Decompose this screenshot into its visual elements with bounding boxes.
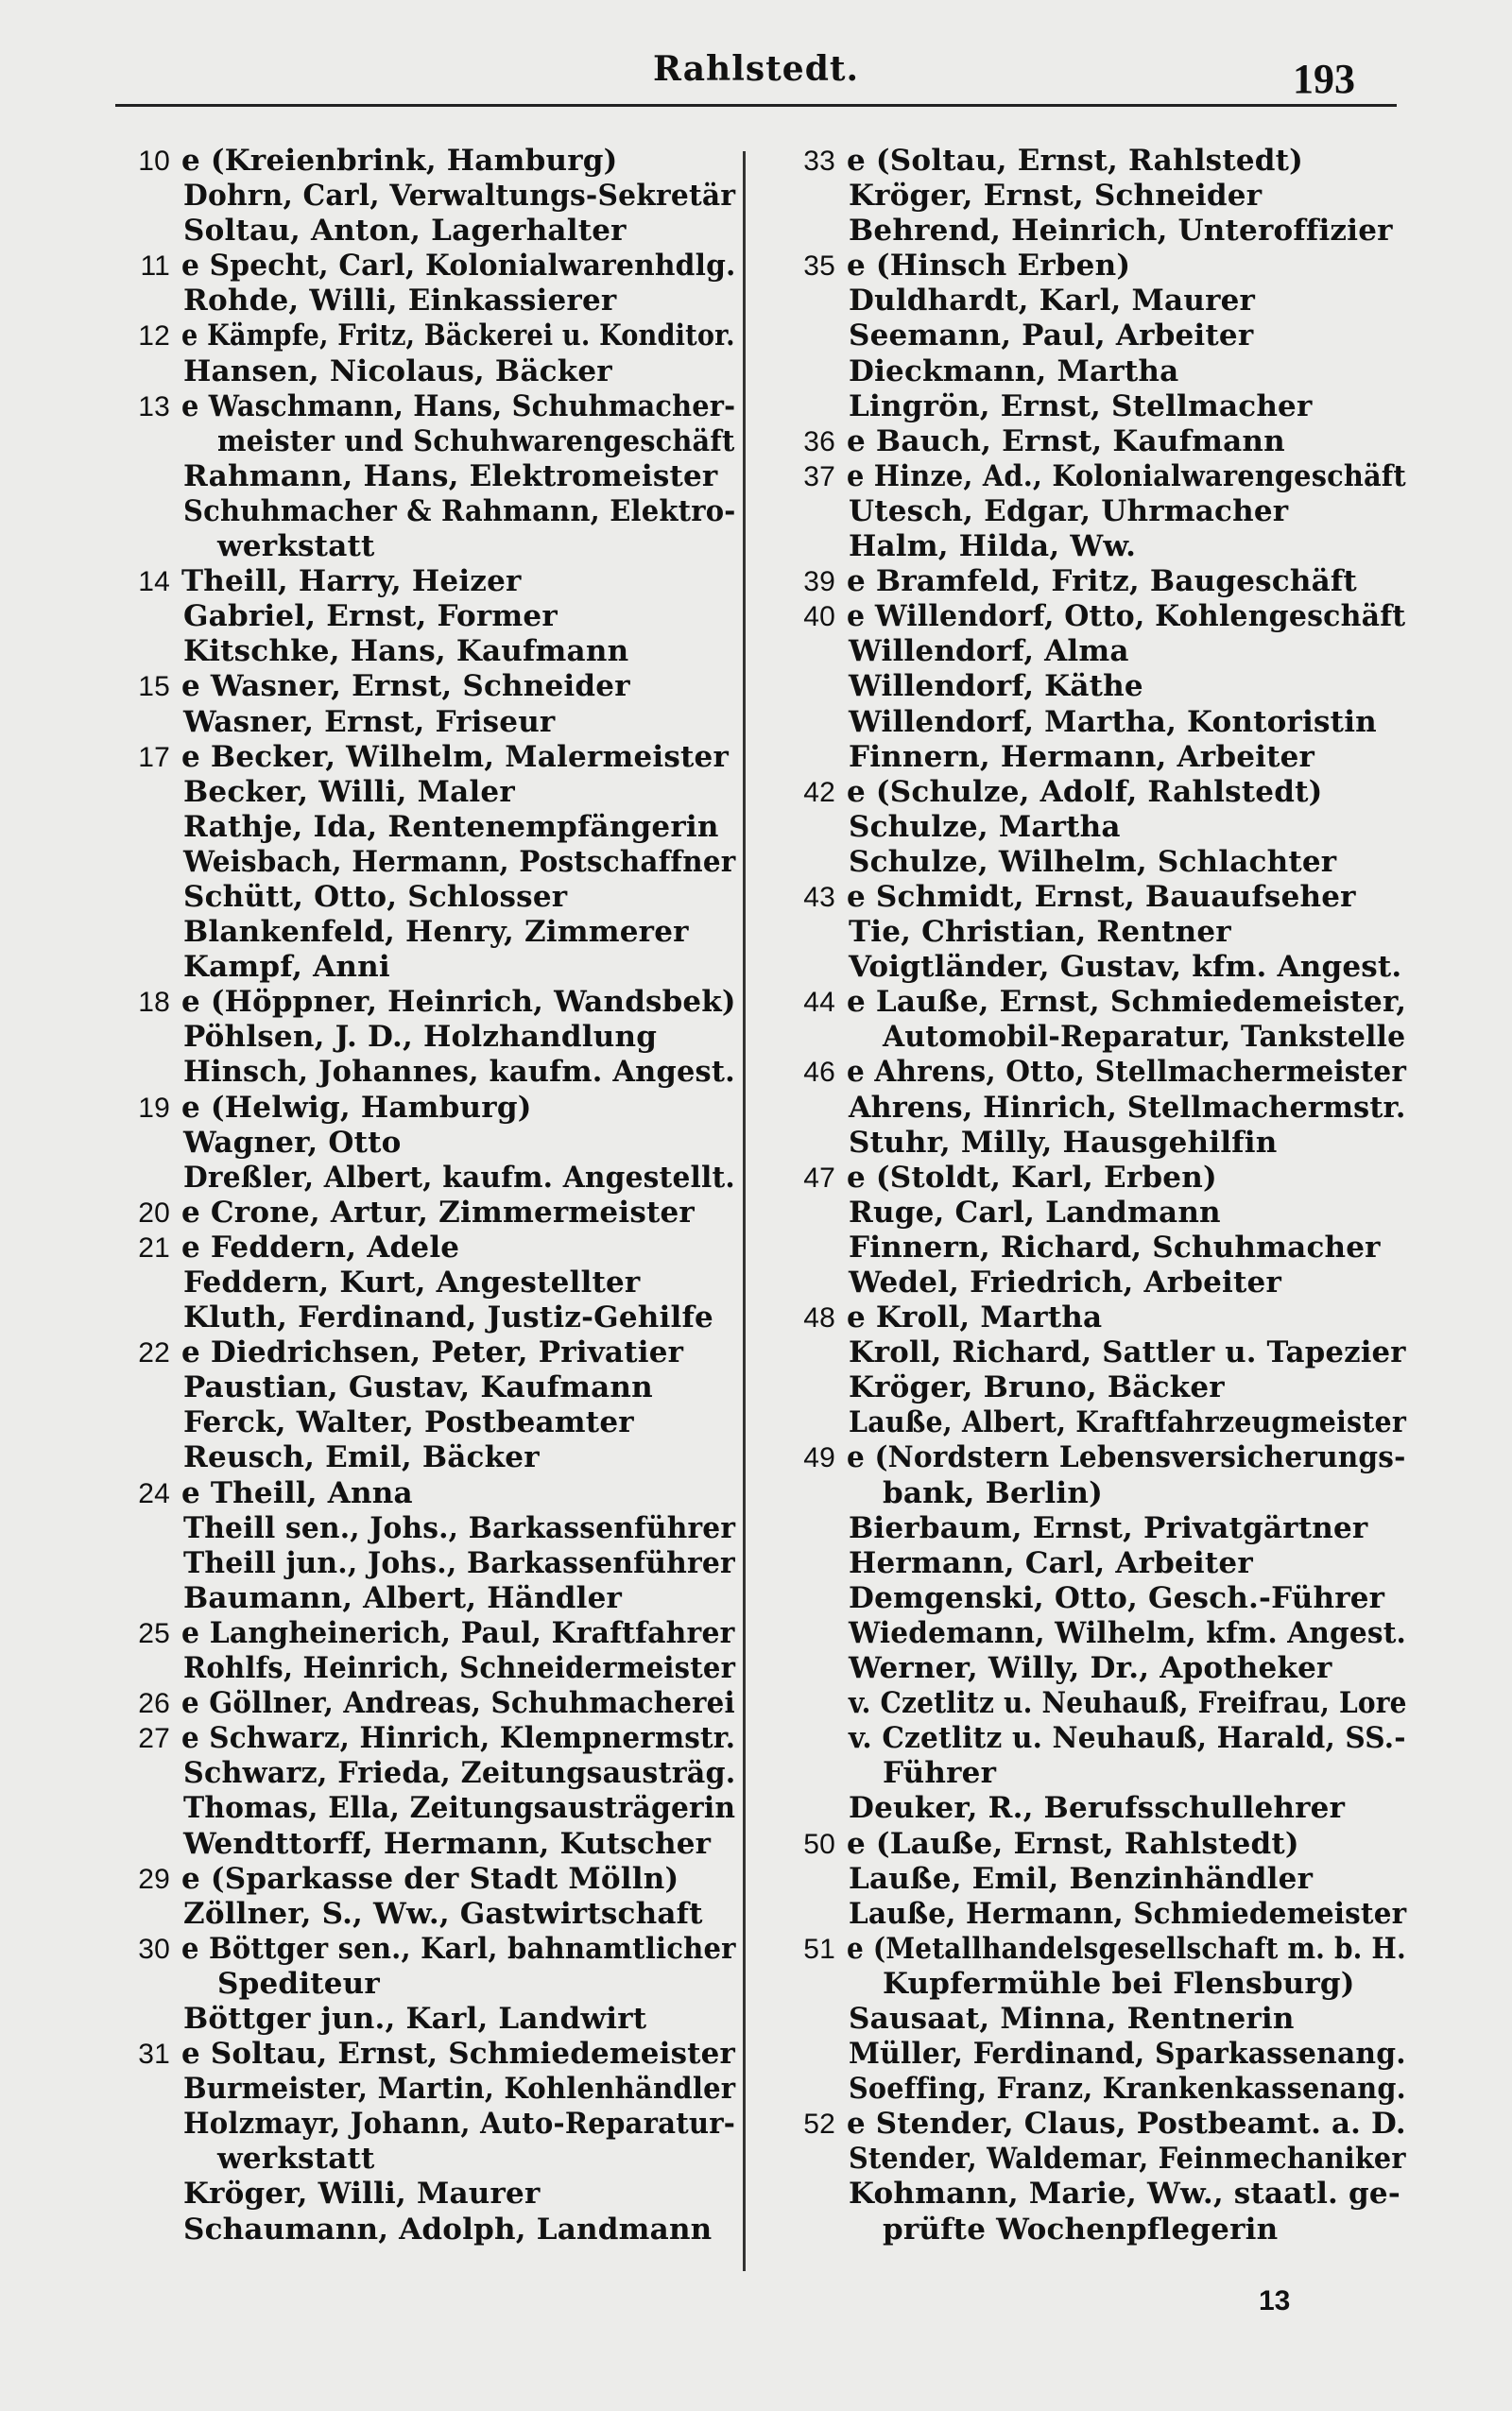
- entry-text: e Böttger sen., Karl, bahnamtlicher: [181, 1931, 736, 1966]
- entry-text: Becker, Willi, Maler: [183, 774, 515, 809]
- entry-text: Schwarz, Frieda, Zeitungsausträg.: [183, 1756, 736, 1791]
- entry-text: e Ahrens, Otto, Stellmachermeister: [847, 1055, 1407, 1090]
- house-number: 37: [803, 460, 835, 492]
- resident-line: [112, 775, 735, 810]
- entry-text: e Wasner, Ernst, Schneider: [181, 669, 630, 704]
- house-number: 19: [138, 1092, 170, 1124]
- resident-line: [777, 2002, 1406, 2037]
- entry-text: Schuhmacher & Rahmann, Elektro-: [183, 493, 736, 528]
- page-title: Rahlstedt.: [652, 49, 860, 89]
- entry-text: Lauße, Hermann, Schmiedemeister: [849, 1896, 1407, 1931]
- house-number: 48: [803, 1302, 835, 1335]
- address-entry: [777, 1440, 1406, 1475]
- address-entry: [112, 1476, 735, 1511]
- house-number: 46: [803, 1057, 835, 1089]
- column-divider: [743, 151, 746, 2271]
- address-entry: [112, 1196, 735, 1231]
- resident-line: [777, 1897, 1406, 1932]
- resident-line: [777, 1511, 1406, 1546]
- address-entry: [777, 1161, 1406, 1196]
- entry-text: Willendorf, Alma: [849, 634, 1129, 669]
- entry-text: Schulze, Martha: [849, 809, 1121, 844]
- resident-line: [777, 1686, 1406, 1721]
- address-entry: [777, 1827, 1406, 1862]
- resident-line: [112, 214, 735, 249]
- address-entry: [777, 564, 1406, 599]
- continuation-line: [112, 529, 735, 564]
- entry-text: Tie, Christian, Rentner: [849, 915, 1231, 950]
- resident-line: [777, 669, 1406, 704]
- resident-line: [112, 1405, 735, 1440]
- resident-line: [777, 1335, 1406, 1370]
- house-number: 27: [138, 1723, 170, 1755]
- entry-text: Dieckmann, Martha: [849, 353, 1179, 388]
- entry-text: Kröger, Bruno, Bäcker: [849, 1370, 1225, 1405]
- house-number: 49: [803, 1442, 835, 1474]
- continuation-line: [777, 1476, 1406, 1511]
- entry-text: Feddern, Kurt, Angestellter: [183, 1266, 641, 1300]
- resident-line: [777, 1370, 1406, 1405]
- entry-text: Weisbach, Hermann, Postschaffner: [183, 844, 736, 879]
- resident-line: [112, 459, 735, 494]
- address-entry: [777, 2107, 1406, 2142]
- entry-text: Lingrön, Ernst, Stellmacher: [849, 388, 1313, 423]
- entry-text: e (Sparkasse der Stadt Mölln): [181, 1861, 679, 1896]
- address-entry: [112, 319, 735, 353]
- entry-text: Lauße, Albert, Kraftfahrzeugmeister: [849, 1405, 1407, 1440]
- resident-line: [777, 740, 1406, 775]
- entry-text: e (Soltau, Ernst, Rahlstedt): [847, 144, 1304, 178]
- resident-line: [112, 1756, 735, 1791]
- entry-text: e (Stoldt, Karl, Erben): [847, 1160, 1217, 1195]
- house-number: 20: [138, 1197, 170, 1229]
- resident-line: [112, 1300, 735, 1335]
- resident-line: [777, 1581, 1406, 1616]
- house-number: 15: [138, 671, 170, 703]
- header-rule: [115, 104, 1397, 107]
- resident-line: [777, 705, 1406, 740]
- entry-text: e Langheinerich, Paul, Kraftfahrer: [181, 1615, 735, 1650]
- resident-line: [112, 179, 735, 214]
- resident-line: [777, 1546, 1406, 1581]
- entry-text: e Diedrichsen, Peter, Privatier: [181, 1335, 684, 1370]
- entry-text: Voigtländer, Gustav, kfm. Angest.: [849, 950, 1402, 985]
- resident-line: [112, 1020, 735, 1055]
- entry-text: Böttger jun., Karl, Landwirt: [183, 2001, 647, 2036]
- address-entry: [112, 1721, 735, 1756]
- resident-line: [777, 284, 1406, 319]
- entry-text: e Waschmann, Hans, Schuhmacher-: [181, 388, 736, 423]
- entry-text: e Schwarz, Hinrich, Klempnermstr.: [181, 1721, 736, 1756]
- continuation-line: [777, 1967, 1406, 2002]
- entry-text: Theill jun., Johs., Barkassenführer: [183, 1545, 735, 1580]
- resident-line: [112, 705, 735, 740]
- entry-text: Kröger, Willi, Maurer: [183, 2177, 541, 2212]
- entry-text: e (Höppner, Heinrich, Wandsbek): [181, 985, 736, 1020]
- entry-text: Willendorf, Martha, Kontoristin: [849, 704, 1377, 739]
- continuation-line: [112, 2142, 735, 2177]
- entry-text: e Kroll, Martha: [847, 1300, 1103, 1335]
- address-entry: [112, 669, 735, 704]
- entry-text: Schaumann, Adolph, Landmann: [183, 2212, 713, 2247]
- entry-text: v. Czetlitz u. Neuhauß, Freifrau, Lore: [849, 1686, 1407, 1721]
- resident-line: [777, 915, 1406, 950]
- entry-text: Burmeister, Martin, Kohlenhändler: [183, 2072, 736, 2107]
- entry-text: Kupfermühle bei Flensburg): [883, 1966, 1355, 2001]
- entry-text: e Willendorf, Otto, Kohlengeschäft: [847, 599, 1406, 634]
- resident-line: [112, 1266, 735, 1300]
- resident-line: [777, 354, 1406, 389]
- entry-text: Wendttorff, Hermann, Kutscher: [183, 1826, 712, 1861]
- entry-text: Spediteur: [217, 1966, 380, 2001]
- address-entry: [112, 1932, 735, 1967]
- entry-text: Thomas, Ella, Zeitungsausträgerin: [183, 1791, 736, 1826]
- entry-text: Hinsch, Johannes, kaufm. Angest.: [183, 1055, 735, 1090]
- resident-line: [777, 810, 1406, 845]
- continuation-line: [112, 1967, 735, 2002]
- resident-line: [777, 1616, 1406, 1651]
- entry-text: e Bauch, Ernst, Kaufmann: [847, 423, 1285, 458]
- resident-line: [777, 845, 1406, 880]
- house-number: 47: [803, 1162, 835, 1194]
- resident-line: [112, 1126, 735, 1161]
- resident-line: [112, 284, 735, 319]
- resident-line: [777, 214, 1406, 249]
- entry-text: Werner, Willy, Dr., Apotheker: [849, 1651, 1332, 1686]
- resident-line: [112, 1791, 735, 1826]
- resident-line: [112, 2002, 735, 2037]
- resident-line: [777, 1651, 1406, 1686]
- address-entry: [777, 144, 1406, 179]
- resident-line: [777, 2177, 1406, 2212]
- resident-line: [112, 2177, 735, 2212]
- entry-text: Rathje, Ida, Rentenempfängerin: [183, 809, 719, 844]
- entry-text: Ferck, Walter, Postbeamter: [183, 1405, 634, 1440]
- entry-text: e Soltau, Ernst, Schmiedemeister: [181, 2037, 736, 2072]
- entry-text: Schütt, Otto, Schlosser: [183, 879, 568, 914]
- house-number: 25: [138, 1617, 170, 1649]
- entry-text: Pöhlsen, J. D., Holzhandlung: [183, 1020, 658, 1055]
- entry-text: e Kämpfe, Fritz, Bäckerei u. Konditor.: [181, 319, 735, 353]
- entry-text: Seemann, Paul, Arbeiter: [849, 319, 1254, 353]
- resident-line: [112, 1440, 735, 1475]
- entry-text: e Becker, Wilhelm, Malermeister: [181, 739, 729, 774]
- entry-text: Sausaat, Minna, Rentnerin: [849, 2001, 1295, 2036]
- entry-text: e Bramfeld, Fritz, Baugeschäft: [847, 564, 1357, 599]
- entry-text: Behrend, Heinrich, Unteroffizier: [849, 214, 1393, 249]
- entry-text: Theill, Harry, Heizer: [181, 564, 522, 599]
- resident-line: [112, 634, 735, 669]
- house-number: 44: [803, 987, 835, 1019]
- address-entry: [112, 1862, 735, 1897]
- entry-text: Wiedemann, Wilhelm, kfm. Angest.: [849, 1615, 1407, 1650]
- entry-text: e Feddern, Adele: [181, 1230, 460, 1265]
- resident-line: [112, 1897, 735, 1932]
- resident-line: [777, 2072, 1406, 2107]
- resident-line: [112, 2072, 735, 2107]
- entry-text: Automobil-Reparatur, Tankstelle: [883, 1020, 1406, 1055]
- entry-text: Deuker, R., Berufsschullehrer: [849, 1791, 1346, 1826]
- entry-text: Baumann, Albert, Händler: [183, 1580, 623, 1615]
- resident-line: [777, 1862, 1406, 1897]
- entry-text: Finnern, Hermann, Arbeiter: [849, 739, 1315, 774]
- resident-line: [112, 1651, 735, 1686]
- resident-line: [112, 915, 735, 950]
- house-number: 22: [138, 1337, 170, 1369]
- address-entry: [777, 1932, 1406, 1967]
- entry-text: Kitschke, Hans, Kaufmann: [183, 634, 629, 669]
- house-number: 39: [803, 566, 835, 598]
- entry-text: e (Nordstern Lebensversicherungs-: [847, 1440, 1406, 1475]
- resident-line: [112, 1161, 735, 1196]
- resident-line: [112, 2213, 735, 2247]
- resident-line: [777, 950, 1406, 985]
- resident-line: [777, 494, 1406, 529]
- entry-text: Rahmann, Hans, Elektromeister: [183, 458, 718, 493]
- resident-line: [777, 319, 1406, 353]
- resident-line: [777, 1196, 1406, 1231]
- house-number: 21: [138, 1231, 170, 1264]
- resident-line: [112, 1370, 735, 1405]
- house-number: 10: [138, 146, 170, 177]
- entry-text: prüfte Wochenpflegerin: [883, 2212, 1279, 2247]
- entry-text: meister und Schuhwarengeschäft: [217, 423, 735, 458]
- house-number: 52: [803, 2109, 835, 2141]
- address-entry: [112, 2037, 735, 2072]
- continuation-line: [777, 1020, 1406, 1055]
- resident-line: [777, 1721, 1406, 1756]
- entry-text: Demgenski, Otto, Gesch.-Führer: [849, 1580, 1385, 1615]
- entry-text: e Theill, Anna: [181, 1475, 413, 1510]
- address-entry: [112, 740, 735, 775]
- house-number: 50: [803, 1828, 835, 1860]
- resident-line: [112, 1827, 735, 1862]
- entry-text: e Hinze, Ad., Kolonialwarengeschäft: [847, 458, 1406, 493]
- resident-line: [112, 845, 735, 880]
- entry-text: Kluth, Ferdinand, Justiz-Gehilfe: [183, 1300, 713, 1335]
- entry-text: Holzmayr, Johann, Auto-Reparatur-: [183, 2107, 736, 2142]
- house-number: 40: [803, 601, 835, 633]
- address-entry: [777, 249, 1406, 284]
- entry-text: Ruge, Carl, Landmann: [849, 1195, 1221, 1230]
- resident-line: [112, 1546, 735, 1581]
- house-number: 33: [803, 146, 835, 177]
- address-entry: [112, 144, 735, 179]
- entry-text: e (Lauße, Ernst, Rahlstedt): [847, 1826, 1299, 1861]
- entry-text: e Lauße, Ernst, Schmiedemeister,: [847, 985, 1407, 1020]
- entry-text: Müller, Ferdinand, Sparkassenang.: [849, 2037, 1406, 2072]
- resident-line: [112, 1581, 735, 1616]
- entry-text: Stender, Waldemar, Feinmechaniker: [849, 2142, 1406, 2177]
- address-entry: [777, 880, 1406, 915]
- resident-line: [777, 1091, 1406, 1126]
- address-entry: [777, 775, 1406, 810]
- house-number: 24: [138, 1477, 170, 1509]
- address-entry: [112, 564, 735, 599]
- entry-text: Kohmann, Marie, Ww., staatl. ge-: [849, 2177, 1400, 2212]
- entry-text: Utesch, Edgar, Uhrmacher: [849, 493, 1289, 528]
- address-entry: [112, 249, 735, 284]
- left-column: [112, 144, 735, 2247]
- entry-text: e (Schulze, Adolf, Rahlstedt): [847, 774, 1323, 809]
- resident-line: [112, 950, 735, 985]
- entry-text: Wasner, Ernst, Friseur: [183, 704, 556, 739]
- resident-line: [112, 494, 735, 529]
- entry-text: Kroll, Richard, Sattler u. Tapezier: [849, 1335, 1406, 1370]
- entry-text: Wedel, Friedrich, Arbeiter: [849, 1266, 1281, 1300]
- address-entry: [777, 424, 1406, 459]
- entry-text: Zöllner, S., Ww., Gastwirtschaft: [183, 1896, 703, 1931]
- entry-text: Dreßler, Albert, kaufm. Angestellt.: [183, 1160, 735, 1195]
- entry-text: Halm, Hilda, Ww.: [849, 529, 1137, 564]
- address-entry: [777, 1300, 1406, 1335]
- resident-line: [112, 810, 735, 845]
- resident-line: [777, 2037, 1406, 2072]
- entry-text: e (Kreienbrink, Hamburg): [181, 144, 618, 178]
- entry-text: Paustian, Gustav, Kaufmann: [183, 1370, 653, 1405]
- address-entry: [112, 389, 735, 424]
- entry-text: Rohde, Willi, Einkassierer: [183, 284, 617, 319]
- resident-line: [777, 2142, 1406, 2177]
- entry-text: werkstatt: [217, 2142, 375, 2177]
- entry-text: e Specht, Carl, Kolonialwarenhdlg.: [181, 249, 736, 284]
- house-number: 12: [138, 320, 170, 353]
- resident-line: [112, 1055, 735, 1090]
- entry-text: e (Metallhandelsgesellschaft m. b. H.: [847, 1931, 1406, 1966]
- resident-line: [112, 2107, 735, 2142]
- page-number: 193: [1293, 56, 1355, 102]
- entry-text: Bierbaum, Ernst, Privatgärtner: [849, 1510, 1368, 1545]
- entry-text: Finnern, Richard, Schuhmacher: [849, 1230, 1381, 1265]
- address-entry: [112, 1335, 735, 1370]
- address-entry: [112, 985, 735, 1020]
- resident-line: [777, 529, 1406, 564]
- entry-text: e (Hinsch Erben): [847, 249, 1131, 284]
- resident-line: [777, 1266, 1406, 1300]
- entry-text: Dohrn, Carl, Verwaltungs-Sekretär: [183, 179, 736, 214]
- house-number: 30: [138, 1933, 170, 1965]
- house-number: 17: [138, 741, 170, 773]
- house-number: 36: [803, 425, 835, 457]
- entry-text: Stuhr, Milly, Hausgehilfin: [849, 1125, 1278, 1160]
- address-entry: [112, 1091, 735, 1126]
- house-number: 26: [138, 1688, 170, 1720]
- entry-text: bank, Berlin): [883, 1475, 1103, 1510]
- house-number: 31: [138, 2039, 170, 2071]
- entry-text: Reusch, Emil, Bäcker: [183, 1440, 540, 1475]
- right-column: [777, 144, 1406, 2247]
- entry-text: Führer: [883, 1756, 997, 1791]
- resident-line: [777, 1231, 1406, 1266]
- entry-text: Gabriel, Ernst, Former: [183, 599, 558, 634]
- entry-text: Willendorf, Käthe: [849, 669, 1143, 704]
- entry-text: Ahrens, Hinrich, Stellmachermstr.: [849, 1090, 1406, 1125]
- resident-line: [112, 599, 735, 634]
- house-number: 43: [803, 881, 835, 913]
- house-number: 11: [140, 250, 170, 283]
- entry-text: Hermann, Carl, Arbeiter: [849, 1545, 1253, 1580]
- resident-line: [777, 1126, 1406, 1161]
- entry-text: Lauße, Emil, Benzinhändler: [849, 1861, 1314, 1896]
- resident-line: [112, 880, 735, 915]
- address-entry: [112, 1616, 735, 1651]
- entry-text: Duldhardt, Karl, Maurer: [849, 284, 1256, 319]
- resident-line: [777, 389, 1406, 424]
- continuation-line: [777, 1756, 1406, 1791]
- house-number: 42: [803, 776, 835, 808]
- resident-line: [777, 634, 1406, 669]
- address-entry: [777, 459, 1406, 494]
- resident-line: [112, 1511, 735, 1546]
- house-number: 14: [138, 566, 170, 598]
- entry-text: Kröger, Ernst, Schneider: [849, 179, 1263, 214]
- house-number: 35: [803, 250, 835, 283]
- entry-text: v. Czetlitz u. Neuhauß, Harald, SS.-: [849, 1721, 1406, 1756]
- resident-line: [777, 1405, 1406, 1440]
- entry-text: Rohlfs, Heinrich, Schneidermeister: [183, 1651, 736, 1686]
- resident-line: [112, 354, 735, 389]
- continuation-line: [777, 2213, 1406, 2247]
- house-number: 18: [138, 987, 170, 1019]
- entry-text: Schulze, Wilhelm, Schlachter: [849, 844, 1337, 879]
- entry-text: e (Helwig, Hamburg): [181, 1090, 532, 1125]
- entry-text: Soeffing, Franz, Krankenkassenang.: [849, 2072, 1406, 2107]
- address-entry: [112, 1231, 735, 1266]
- entry-text: Wagner, Otto: [183, 1125, 402, 1160]
- entry-text: e Crone, Artur, Zimmermeister: [181, 1195, 695, 1230]
- footer-signature: 13: [1259, 2285, 1291, 2316]
- entry-text: Theill sen., Johs., Barkassenführer: [183, 1510, 736, 1545]
- address-entry: [777, 985, 1406, 1020]
- entry-text: Hansen, Nicolaus, Bäcker: [183, 353, 612, 388]
- entry-text: e Schmidt, Ernst, Bauaufseher: [847, 879, 1356, 914]
- address-entry: [112, 1686, 735, 1721]
- entry-text: Kampf, Anni: [183, 950, 390, 985]
- resident-line: [777, 179, 1406, 214]
- address-entry: [777, 599, 1406, 634]
- entry-text: Soltau, Anton, Lagerhalter: [183, 214, 627, 249]
- address-entry: [777, 1055, 1406, 1090]
- entry-text: e Stender, Claus, Postbeamt. a. D.: [847, 2107, 1406, 2142]
- continuation-line: [112, 424, 735, 459]
- entry-text: Blankenfeld, Henry, Zimmerer: [183, 915, 689, 950]
- entry-text: e Göllner, Andreas, Schuhmacherei: [181, 1686, 735, 1721]
- house-number: 51: [803, 1933, 835, 1965]
- house-number: 13: [138, 390, 170, 422]
- resident-line: [777, 1791, 1406, 1826]
- house-number: 29: [138, 1863, 170, 1895]
- entry-text: werkstatt: [217, 529, 375, 564]
